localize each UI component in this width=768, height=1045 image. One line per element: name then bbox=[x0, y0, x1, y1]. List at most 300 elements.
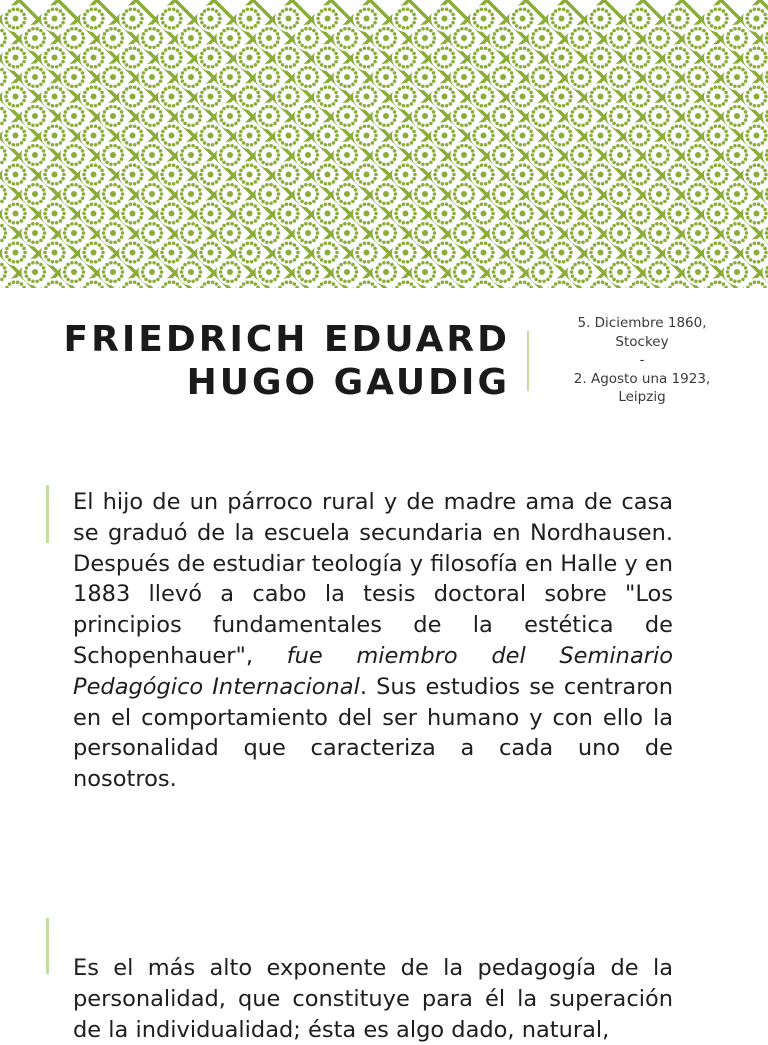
pattern-ring-dot bbox=[25, 235, 29, 239]
pattern-ring-dot bbox=[142, 118, 146, 122]
pattern-ring-dot bbox=[725, 251, 729, 255]
pattern-ring-dot bbox=[226, 27, 230, 31]
pattern-ring-dot bbox=[568, 13, 572, 17]
pattern-ring-dot bbox=[195, 122, 199, 126]
pattern-ring-dot bbox=[727, 32, 731, 36]
pattern-ring-dot bbox=[42, 196, 46, 200]
pattern-ring-dot bbox=[745, 17, 749, 21]
pattern-ring-dot bbox=[724, 91, 728, 95]
pattern-ring-dot bbox=[402, 221, 406, 225]
pattern-ring-dot bbox=[538, 84, 542, 88]
pattern-ring-dot bbox=[181, 40, 185, 44]
pattern-ring-dot bbox=[417, 146, 421, 150]
pattern-ring-dot bbox=[671, 180, 675, 184]
pattern-center-dot bbox=[91, 172, 97, 178]
pattern-ring-dot bbox=[741, 161, 745, 165]
pattern-ring-dot bbox=[261, 200, 265, 204]
pattern-ring-dot bbox=[261, 239, 265, 243]
pattern-ring-dot bbox=[12, 202, 16, 206]
pattern-ring-dot bbox=[429, 224, 433, 228]
pattern-ring-dot bbox=[12, 46, 16, 50]
pattern-ring-dot bbox=[757, 124, 761, 128]
pattern-ring-dot bbox=[726, 192, 730, 196]
pattern-ring-dot bbox=[181, 32, 185, 36]
pattern-center-dot bbox=[637, 250, 643, 256]
pattern-ring-dot bbox=[425, 222, 429, 226]
pattern-ring-dot bbox=[133, 65, 137, 69]
pattern-ring-dot bbox=[761, 48, 765, 52]
pattern-ring-dot bbox=[156, 146, 160, 150]
pattern-ring-dot bbox=[445, 46, 449, 50]
pattern-ring-dot bbox=[363, 7, 367, 11]
pattern-ring-dot bbox=[355, 192, 359, 196]
pattern-ring-dot bbox=[761, 204, 765, 208]
pattern-ring-dot bbox=[339, 29, 343, 33]
pattern-ring-dot bbox=[199, 212, 203, 216]
pattern-ring-dot bbox=[98, 48, 102, 52]
pattern-ring-dot bbox=[8, 165, 12, 169]
pattern-ring-dot bbox=[668, 216, 672, 220]
pattern-ring-dot bbox=[410, 219, 414, 223]
pattern-ring-dot bbox=[278, 177, 282, 181]
pattern-ring-dot bbox=[573, 107, 577, 111]
pattern-ring-dot bbox=[687, 270, 691, 274]
pattern-ring-dot bbox=[356, 21, 360, 25]
pattern-ring-dot bbox=[12, 124, 16, 128]
pattern-ring-dot bbox=[129, 163, 133, 167]
pattern-center-dot bbox=[403, 250, 409, 256]
pattern-ring-dot bbox=[142, 32, 146, 36]
pattern-ring-dot bbox=[164, 63, 168, 67]
pattern-ring-dot bbox=[160, 192, 164, 196]
pattern-ring-dot bbox=[86, 48, 90, 52]
pattern-center-dot bbox=[637, 172, 643, 178]
pattern-ring-dot bbox=[293, 9, 297, 13]
pattern-ring-dot bbox=[722, 180, 726, 184]
pattern-ring-dot bbox=[456, 29, 460, 33]
pattern-center-dot bbox=[71, 191, 77, 197]
pattern-ring-dot bbox=[179, 17, 183, 21]
pattern-ring-dot bbox=[386, 66, 390, 70]
pattern-ring-dot bbox=[624, 146, 628, 150]
pattern-ring-dot bbox=[200, 91, 204, 95]
pattern-ring-dot bbox=[179, 134, 183, 138]
pattern-ring-dot bbox=[568, 216, 572, 220]
pattern-ring-dot bbox=[375, 36, 379, 40]
pattern-ring-dot bbox=[749, 87, 753, 91]
pattern-ring-dot bbox=[293, 141, 297, 145]
pattern-ring-dot bbox=[722, 48, 726, 52]
pattern-ring-dot bbox=[0, 83, 4, 87]
pattern-ring-dot bbox=[624, 200, 628, 204]
pattern-ring-dot bbox=[532, 40, 536, 44]
pattern-ring-dot bbox=[203, 63, 207, 67]
pattern-ring-dot bbox=[148, 45, 152, 49]
pattern-ring-dot bbox=[343, 279, 347, 283]
pattern-ring-dot bbox=[471, 196, 475, 200]
pattern-ring-dot bbox=[273, 29, 277, 33]
pattern-ring-dot bbox=[226, 45, 230, 49]
pattern-ring-dot bbox=[371, 180, 375, 184]
pattern-ring-dot bbox=[246, 260, 250, 264]
pattern-ring-dot bbox=[66, 29, 70, 33]
pattern-ring-dot bbox=[285, 163, 289, 167]
pattern-ring-dot bbox=[546, 224, 550, 228]
pattern-ring-dot bbox=[655, 27, 659, 31]
pattern-ring-dot bbox=[629, 177, 633, 181]
pattern-ring-dot bbox=[437, 180, 441, 184]
pattern-ring-dot bbox=[16, 104, 20, 108]
pattern-ring-dot bbox=[453, 153, 457, 157]
pattern-ring-dot bbox=[5, 177, 9, 181]
pattern-ring-dot bbox=[176, 243, 180, 247]
pattern-ring-dot bbox=[390, 278, 394, 282]
pattern-ring-dot bbox=[376, 149, 380, 153]
pattern-ring-dot bbox=[437, 258, 441, 262]
pattern-ring-dot bbox=[724, 13, 728, 17]
pattern-ring-dot bbox=[27, 122, 31, 126]
pattern-center-dot bbox=[305, 269, 311, 275]
pattern-ring-dot bbox=[534, 224, 538, 228]
pattern-ring-dot bbox=[334, 138, 338, 142]
pattern-ring-dot bbox=[187, 240, 191, 244]
pattern-ring-dot bbox=[597, 85, 601, 89]
pattern-ring-dot bbox=[160, 36, 164, 40]
pattern-ring-dot bbox=[217, 247, 221, 251]
pattern-ring-dot bbox=[530, 17, 534, 21]
pattern-ring-dot bbox=[22, 169, 26, 173]
pattern-ring-dot bbox=[304, 279, 308, 283]
pattern-ring-dot bbox=[47, 258, 51, 262]
pattern-ring-dot bbox=[741, 107, 745, 111]
pattern-ring-dot bbox=[667, 75, 671, 79]
pattern-ring-dot bbox=[211, 65, 215, 69]
pattern-ring-dot bbox=[737, 222, 741, 226]
pattern-ring-dot bbox=[412, 216, 416, 220]
pattern-ring-dot bbox=[269, 123, 273, 127]
pattern-ring-dot bbox=[265, 45, 269, 49]
pattern-ring-dot bbox=[179, 95, 183, 99]
pattern-ring-dot bbox=[445, 104, 449, 108]
pattern-ring-dot bbox=[207, 182, 211, 186]
pattern-ring-dot bbox=[432, 40, 436, 44]
pattern-ring-dot bbox=[355, 153, 359, 157]
pattern-ring-dot bbox=[757, 85, 761, 89]
pattern-ring-dot bbox=[31, 201, 35, 205]
pattern-ring-dot bbox=[753, 182, 757, 186]
pattern-ring-dot bbox=[328, 241, 332, 245]
pattern-ring-dot bbox=[512, 177, 516, 181]
pattern-ring-dot bbox=[534, 83, 538, 87]
pattern-ring-dot bbox=[706, 231, 710, 235]
pattern-ring-dot bbox=[666, 266, 670, 270]
pattern-ring-dot bbox=[164, 24, 168, 28]
pattern-ring-dot bbox=[573, 278, 577, 282]
pattern-ring-dot bbox=[298, 274, 302, 278]
pattern-ring-dot bbox=[44, 60, 48, 64]
pattern-ring-dot bbox=[230, 27, 234, 31]
pattern-ring-dot bbox=[702, 263, 706, 267]
pattern-ring-dot bbox=[610, 32, 614, 36]
pattern-ring-dot bbox=[551, 13, 555, 17]
pattern-center-dot bbox=[344, 113, 350, 119]
pattern-ring-dot bbox=[745, 114, 749, 118]
pattern-ring-dot bbox=[648, 75, 652, 79]
pattern-ring-dot bbox=[727, 196, 731, 200]
pattern-ring-dot bbox=[246, 143, 250, 147]
pattern-center-dot bbox=[13, 250, 19, 256]
pattern-ring-dot bbox=[589, 95, 593, 99]
pattern-ring-dot bbox=[324, 260, 328, 264]
pattern-ring-dot bbox=[550, 192, 554, 196]
pattern-ring-dot bbox=[289, 260, 293, 264]
pattern-ring-dot bbox=[281, 87, 285, 91]
pattern-ring-dot bbox=[117, 161, 121, 165]
pattern-ring-dot bbox=[737, 279, 741, 283]
pattern-ring-dot bbox=[538, 240, 542, 244]
pattern-ring-dot bbox=[81, 188, 85, 192]
pattern-ring-dot bbox=[148, 261, 152, 265]
pattern-ring-dot bbox=[413, 56, 417, 60]
pattern-ring-dot bbox=[471, 227, 475, 231]
pattern-ring-dot bbox=[3, 196, 7, 200]
pattern-ring-dot bbox=[367, 241, 371, 245]
pattern-ring-dot bbox=[608, 134, 612, 138]
pattern-ring-dot bbox=[491, 134, 495, 138]
pattern-ring-dot bbox=[386, 279, 390, 283]
pattern-ring-dot bbox=[156, 122, 160, 126]
pattern-ring-dot bbox=[141, 192, 145, 196]
pattern-ring-dot bbox=[529, 208, 533, 212]
pattern-ring-dot bbox=[706, 270, 710, 274]
pattern-ring-dot bbox=[199, 36, 203, 40]
pattern-ring-dot bbox=[484, 143, 488, 147]
pattern-ring-dot bbox=[515, 180, 519, 184]
pattern-ring-dot bbox=[454, 32, 458, 36]
pattern-ring-dot bbox=[198, 79, 202, 83]
pattern-ring-dot bbox=[429, 29, 433, 33]
pattern-ring-dot bbox=[493, 32, 497, 36]
pattern-ring-dot bbox=[304, 144, 308, 148]
pattern-ring-dot bbox=[78, 263, 82, 267]
pattern-ring-dot bbox=[667, 212, 671, 216]
pattern-ring-dot bbox=[488, 24, 492, 28]
pattern-ring-dot bbox=[332, 204, 336, 208]
pattern-ring-dot bbox=[176, 165, 180, 169]
pattern-ring-dot bbox=[81, 274, 85, 278]
pattern-ring-dot bbox=[640, 104, 644, 108]
pattern-ring-dot bbox=[129, 260, 133, 264]
pattern-ring-dot bbox=[125, 141, 129, 145]
pattern-ring-dot bbox=[81, 235, 85, 239]
pattern-ring-dot bbox=[394, 75, 398, 79]
pattern-ring-dot bbox=[295, 60, 299, 64]
pattern-ring-dot bbox=[624, 83, 628, 87]
pattern-ring-dot bbox=[437, 141, 441, 145]
pattern-ring-dot bbox=[571, 40, 575, 44]
pattern-ring-dot bbox=[527, 48, 531, 52]
pattern-ring-dot bbox=[66, 83, 70, 87]
pattern-ring-dot bbox=[261, 29, 265, 33]
pattern-ring-dot bbox=[597, 202, 601, 206]
pattern-ring-dot bbox=[256, 255, 260, 259]
pattern-ring-dot bbox=[746, 247, 750, 251]
pattern-ring-dot bbox=[373, 247, 377, 251]
pattern-ring-dot bbox=[386, 105, 390, 109]
pattern-ring-dot bbox=[354, 149, 358, 153]
pattern-ring-dot bbox=[620, 240, 624, 244]
pattern-ring-dot bbox=[367, 221, 371, 225]
pattern-center-dot bbox=[754, 172, 760, 178]
pattern-ring-dot bbox=[707, 21, 711, 25]
pattern-ring-dot bbox=[764, 251, 768, 255]
pattern-ring-dot bbox=[328, 46, 332, 50]
pattern-ring-dot bbox=[529, 216, 533, 220]
pattern-ring-dot bbox=[593, 258, 597, 262]
pattern-center-dot bbox=[676, 172, 682, 178]
pattern-ring-dot bbox=[531, 75, 535, 79]
pattern-ring-dot bbox=[3, 274, 7, 278]
pattern-ring-dot bbox=[542, 201, 546, 205]
pattern-center-dot bbox=[305, 113, 311, 119]
pattern-ring-dot bbox=[218, 17, 222, 21]
pattern-ring-dot bbox=[86, 9, 90, 13]
pattern-ring-dot bbox=[320, 126, 324, 130]
pattern-ring-dot bbox=[601, 221, 605, 225]
pattern-ring-dot bbox=[413, 251, 417, 255]
pattern-ring-dot bbox=[144, 278, 148, 282]
pattern-ring-dot bbox=[219, 153, 223, 157]
pattern-ring-dot bbox=[601, 182, 605, 186]
pattern-ring-dot bbox=[763, 91, 767, 95]
pattern-ring-dot bbox=[503, 183, 507, 187]
pattern-ring-dot bbox=[675, 221, 679, 225]
pattern-ring-dot bbox=[120, 157, 124, 161]
pattern-ring-dot bbox=[230, 123, 234, 127]
pattern-ring-dot bbox=[632, 63, 636, 67]
pattern-ring-dot bbox=[8, 48, 12, 52]
pattern-ring-dot bbox=[646, 247, 650, 251]
pattern-ring-dot bbox=[746, 208, 750, 212]
pattern-ring-dot bbox=[705, 149, 709, 153]
pattern-ring-dot bbox=[339, 278, 343, 282]
pattern-ring-dot bbox=[529, 130, 533, 134]
pattern-ring-dot bbox=[441, 85, 445, 89]
pattern-ring-dot bbox=[707, 130, 711, 134]
pattern-ring-dot bbox=[651, 122, 655, 126]
pattern-ring-dot bbox=[512, 216, 516, 220]
pattern-ring-dot bbox=[355, 173, 359, 177]
pattern-ring-dot bbox=[666, 274, 670, 278]
pattern-ring-dot bbox=[300, 29, 304, 33]
pattern-ring-dot bbox=[129, 85, 133, 89]
pattern-ring-dot bbox=[683, 9, 687, 13]
pattern-ring-dot bbox=[480, 221, 484, 225]
pattern-ring-dot bbox=[744, 157, 748, 161]
pattern-ring-dot bbox=[763, 60, 767, 64]
pattern-ring-dot bbox=[607, 208, 611, 212]
pattern-ring-dot bbox=[432, 110, 436, 114]
pattern-ring-dot bbox=[133, 221, 137, 225]
pattern-ring-dot bbox=[207, 85, 211, 89]
pattern-ring-dot bbox=[757, 260, 761, 264]
pattern-ring-dot bbox=[675, 104, 679, 108]
pattern-ring-dot bbox=[688, 110, 692, 114]
pattern-center-dot bbox=[403, 133, 409, 139]
pattern-center-dot bbox=[32, 113, 38, 119]
pattern-ring-dot bbox=[332, 180, 336, 184]
pattern-ring-dot bbox=[394, 231, 398, 235]
pattern-ring-dot bbox=[679, 241, 683, 245]
pattern-ring-dot bbox=[70, 222, 74, 226]
pattern-ring-dot bbox=[378, 224, 382, 228]
pattern-ring-dot bbox=[375, 75, 379, 79]
pattern-ring-dot bbox=[254, 141, 258, 145]
pattern-ring-dot bbox=[315, 110, 319, 114]
pattern-ring-dot bbox=[744, 40, 748, 44]
pattern-ring-dot bbox=[492, 270, 496, 274]
pattern-ring-dot bbox=[200, 130, 204, 134]
pattern-ring-dot bbox=[690, 122, 694, 126]
pattern-ring-dot bbox=[472, 212, 476, 216]
pattern-ring-dot bbox=[434, 247, 438, 251]
pattern-ring-dot bbox=[359, 48, 363, 52]
pattern-ring-dot bbox=[250, 260, 254, 264]
pattern-ring-dot bbox=[207, 260, 211, 264]
pattern-ring-dot bbox=[83, 91, 87, 95]
pattern-ring-dot bbox=[382, 105, 386, 109]
pattern-ring-dot bbox=[371, 63, 375, 67]
pattern-ring-dot bbox=[334, 169, 338, 173]
pattern-ring-dot bbox=[230, 144, 234, 148]
pattern-ring-dot bbox=[356, 216, 360, 220]
pattern-ring-dot bbox=[25, 79, 29, 83]
pattern-ring-dot bbox=[304, 105, 308, 109]
pattern-ring-dot bbox=[511, 173, 515, 177]
pattern-ring-dot bbox=[710, 126, 714, 130]
pattern-ring-dot bbox=[27, 278, 31, 282]
pattern-ring-dot bbox=[59, 165, 63, 169]
pattern-ring-dot bbox=[453, 75, 457, 79]
pattern-ring-dot bbox=[724, 130, 728, 134]
pattern-ring-dot bbox=[577, 261, 581, 265]
pattern-ring-dot bbox=[98, 180, 102, 184]
pattern-ring-dot bbox=[679, 182, 683, 186]
pattern-ring-dot bbox=[367, 182, 371, 186]
pattern-ring-dot bbox=[395, 177, 399, 181]
pattern-ring-dot bbox=[698, 222, 702, 226]
pattern-ring-dot bbox=[103, 79, 107, 83]
pattern-ring-dot bbox=[452, 56, 456, 60]
pattern-center-dot bbox=[442, 211, 448, 217]
pattern-ring-dot bbox=[571, 71, 575, 75]
pattern-ring-dot bbox=[393, 32, 397, 36]
pattern-ring-dot bbox=[27, 83, 31, 87]
pattern-center-dot bbox=[481, 94, 487, 100]
pattern-ring-dot bbox=[256, 208, 260, 212]
pattern-ring-dot bbox=[356, 247, 360, 251]
pattern-ring-dot bbox=[285, 104, 289, 108]
pattern-ring-dot bbox=[320, 87, 324, 91]
pattern-ring-dot bbox=[597, 65, 601, 69]
pattern-ring-dot bbox=[35, 84, 39, 88]
pattern-ring-dot bbox=[588, 188, 592, 192]
pattern-ring-dot bbox=[468, 122, 472, 126]
pattern-ring-dot bbox=[148, 201, 152, 205]
pattern-ring-dot bbox=[649, 79, 653, 83]
pattern-ring-dot bbox=[671, 258, 675, 262]
pattern-ring-dot bbox=[671, 141, 675, 145]
